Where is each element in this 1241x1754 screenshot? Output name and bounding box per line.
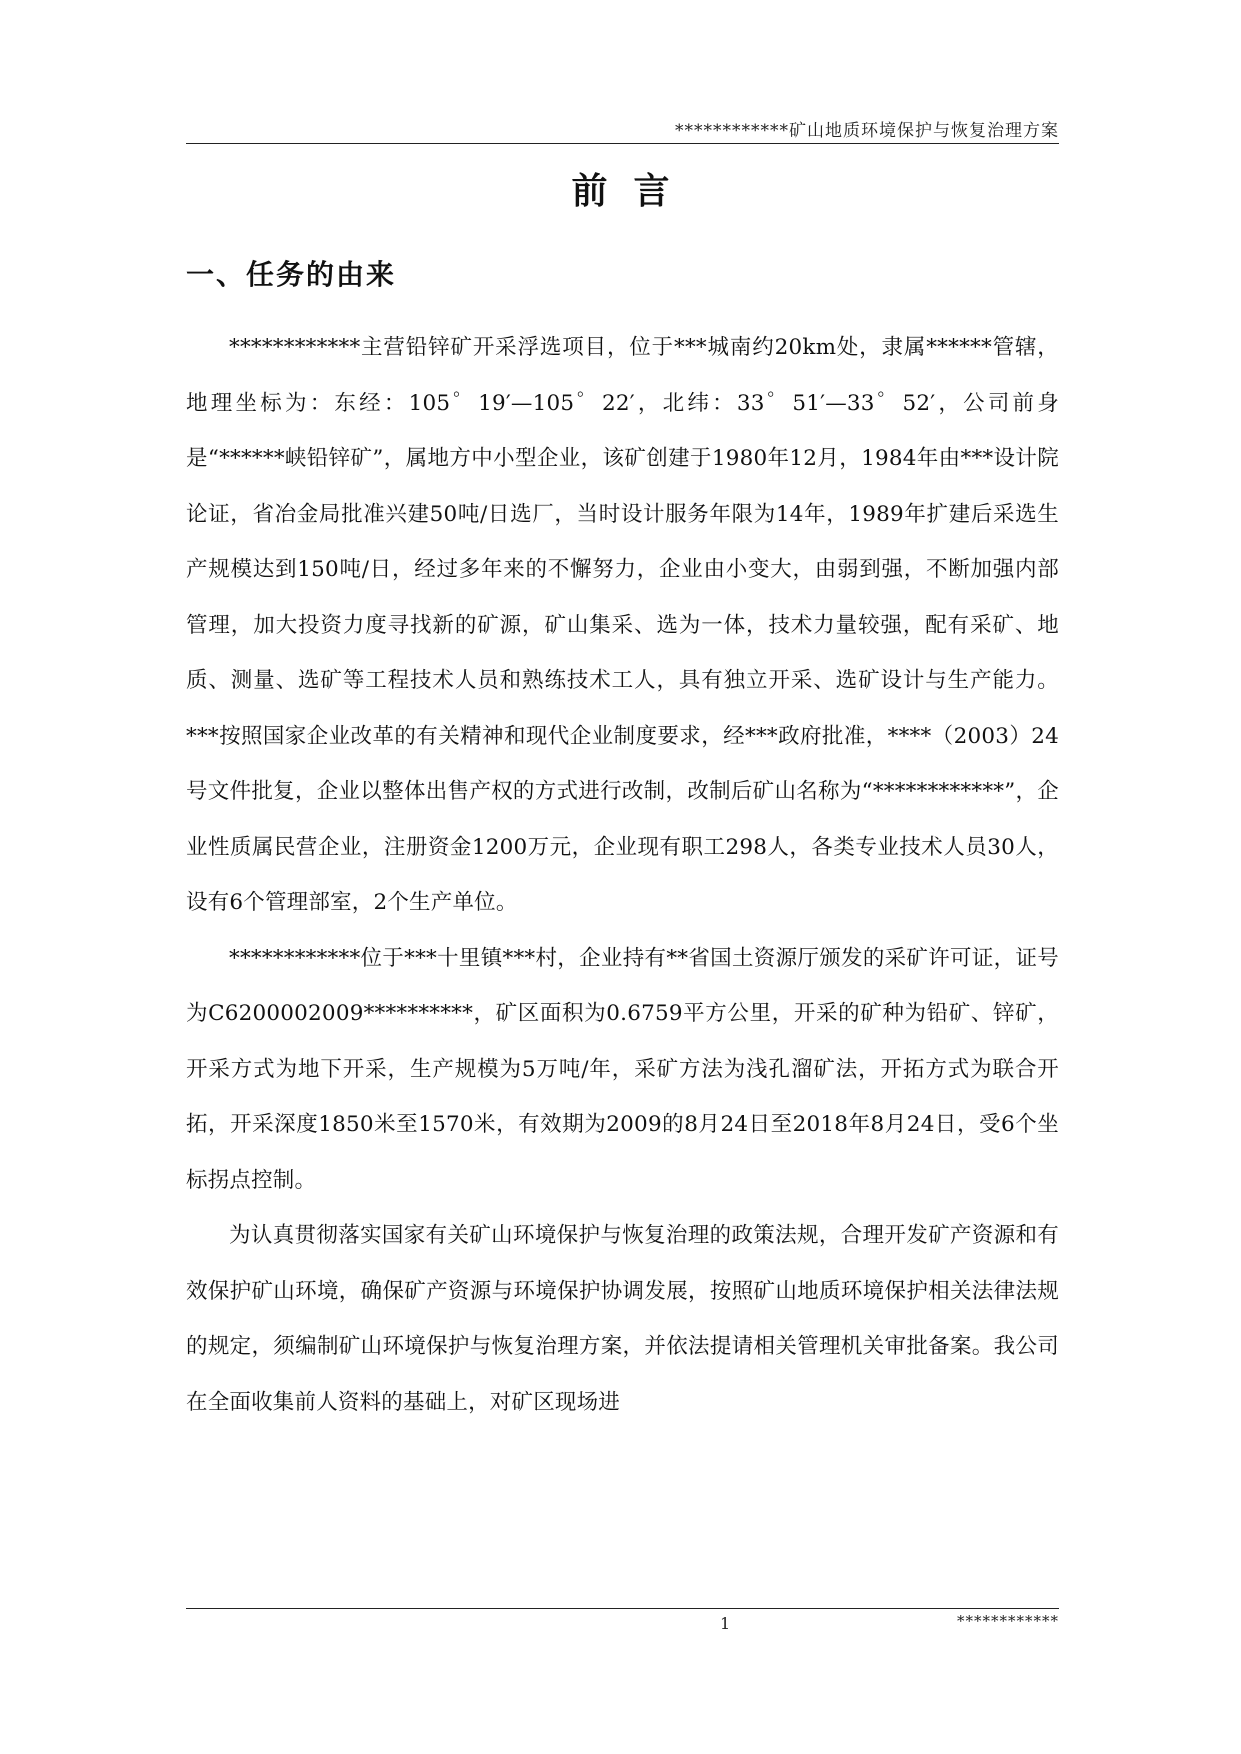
page-number: 1 [720,1614,731,1633]
running-header: ************矿山地质环境保护与恢复治理方案 [675,121,1059,141]
page-title: 前言 [571,171,696,212]
footer-company: ************ [957,1612,1059,1630]
paragraph-3: 为认真贯彻落实国家有关矿山环境保护与恢复治理的政策法规，合理开发矿产资源和有效保护矿山环境，确保矿产资源与环境保护协调发展，按照矿山地质环境保护相关法律法规的规定，须编制矿山环境保护与恢复治理方案，并依法提请相关管理机关审批备案。我公司在全面收集前人资料的基础上，对矿区现场进 [186,1223,1059,1415]
header-divider [186,143,1059,144]
footer-divider [186,1608,1059,1609]
section-heading: 一、任务的由来 [186,258,397,291]
body-text [186,320,1059,1430]
paragraph-1: ************主营铅锌矿开采浮选项目，位于***城南约20km处，隶属******管辖，地理坐标为：东经：105゜19′—105゜22′，北纬：33゜51′—33゜52′，公司前身是“******峡铅锌矿”，属地方中小型企业，该矿创建于1980年12月，1984年由***设计院论证，省冶金局批准兴建50吨/日选厂，当时设计服务年限为14年，1989年扩建后采选生产规模达到150吨/日，经过多年来的不懈努力，企业由小变大，由弱到强，不断加强内部管理，加大投资力度寻找新的矿源，矿山集采、选为一体，技术力量较强，配有采矿、地质、测量、选矿等工程技术人员和熟练技术工人，具有独立开采、选矿设计与生产能力。***按照国家企业改革的有关精神和现代企业制度要求，经***政府批准，****（2003）24号文件批复，企业以整体出售产权的方式进行改制，改制后矿山名称为“************”，企业性质属民营企业，注册资金1200万元，企业现有职工298人，各类专业技术人员30人，设有6个管理部室，2个生产单位。 [186,335,1059,915]
paragraph-2: ************位于***十里镇***村，企业持有**省国土资源厅颁发的采矿许可证，证号为C6200002009**********，矿区面积为0.6759平方公里，开采的矿种为铅矿、锌矿，开采方式为地下开采，生产规模为5万吨/年，采矿方法为浅孔溜矿法，开拓方式为联合开拓，开采深度1850米至1570米，有效期为2009的8月24日至2018年8月24日，受6个坐标拐点控制。 [186,945,1059,1193]
